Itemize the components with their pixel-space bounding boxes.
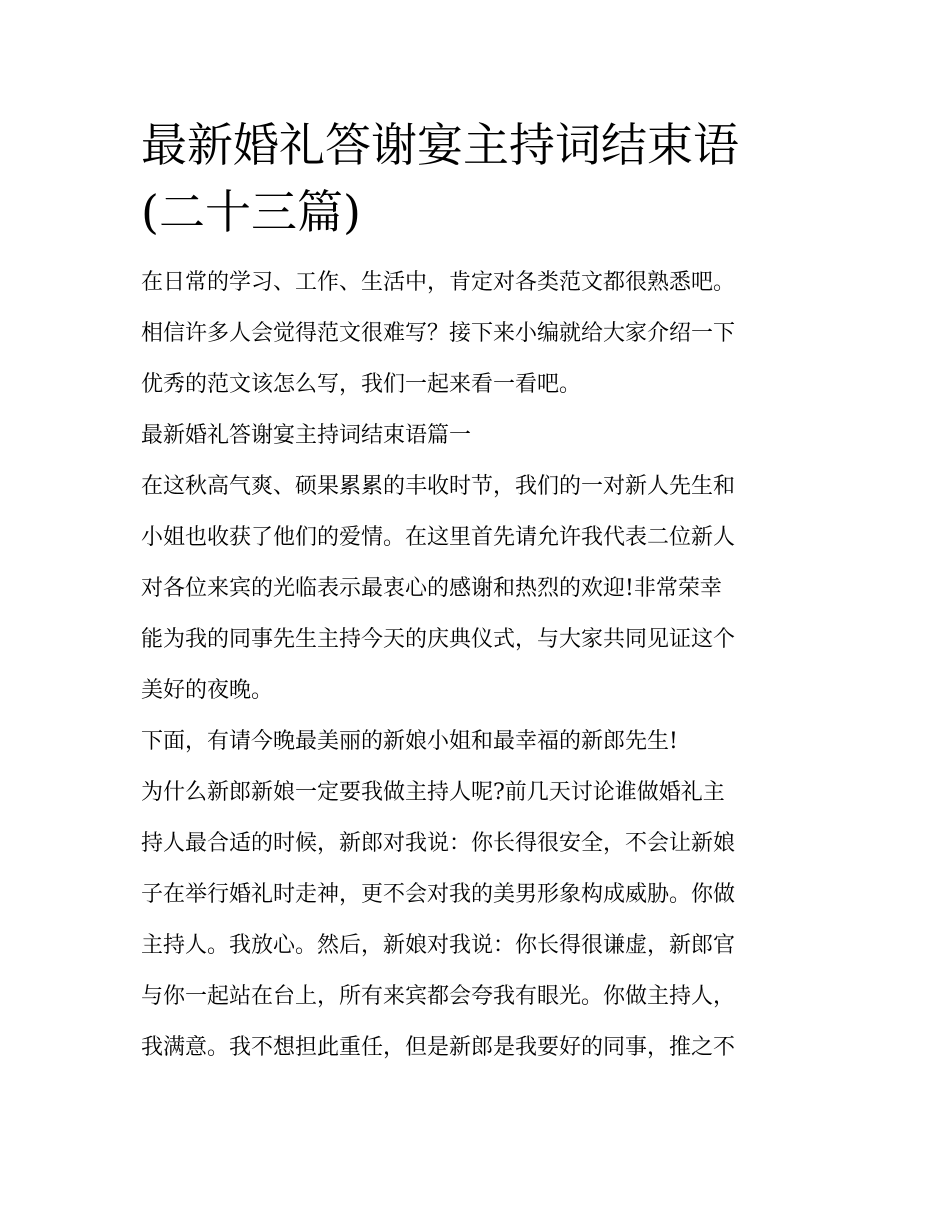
text-line: 最新婚礼答谢宴主持词结束语篇一: [141, 423, 472, 449]
text-line: 相信许多人会觉得范文很难写？接下来小编就给大家介绍一下: [141, 321, 736, 347]
text-line: 为什么新郎新娘一定要我做主持人呢?前几天讨论谁做婚礼主: [141, 780, 725, 806]
text-line: 与你一起站在台上，所有来宾都会夸我有眼光。你做主持人，: [141, 984, 736, 1010]
body-paragraph: [141, 716, 821, 767]
body-paragraph: [141, 767, 821, 1073]
text-line: 子在举行婚礼时走神，更不会对我的美男形象构成威胁。你做: [141, 882, 736, 908]
text-line: 我满意。我不想担此重任，但是新郎是我要好的同事，推之不: [141, 1035, 736, 1061]
text-line: 在日常的学习、工作、生活中，肯定对各类范文都很熟悉吧。: [141, 270, 736, 296]
intro-paragraph: [141, 257, 821, 410]
text-line: 美好的夜晚。: [141, 678, 274, 704]
text-line: 在这秋高气爽、硕果累累的丰收时节，我们的一对新人先生和: [141, 474, 736, 500]
text-line: 主持人。我放心。然后，新娘对我说：你长得很谦虚，新郎官: [141, 933, 736, 959]
body-paragraph: [141, 461, 821, 716]
document-title: [141, 112, 821, 245]
text-line: 能为我的同事先生主持今天的庆典仪式，与大家共同见证这个: [141, 627, 736, 653]
section-heading: [141, 410, 821, 461]
text-line: 对各位来宾的光临表示最衷心的感谢和热烈的欢迎!非常荣幸: [141, 576, 722, 602]
text-line: 小姐也收获了他们的爱情。在这里首先请允许我代表二位新人: [141, 525, 736, 551]
title-line-2: (二十三篇): [141, 184, 361, 239]
text-line: 优秀的范文该怎么写，我们一起来看一看吧。: [141, 372, 582, 398]
document-page: [141, 112, 821, 1073]
title-line-1: 最新婚礼答谢宴主持词结束语: [141, 118, 739, 172]
text-line: 持人最合适的时候，新郎对我说：你长得很安全，不会让新娘: [141, 831, 736, 857]
text-line: 下面，有请今晚最美丽的新娘小姐和最幸福的新郎先生!: [141, 729, 678, 755]
